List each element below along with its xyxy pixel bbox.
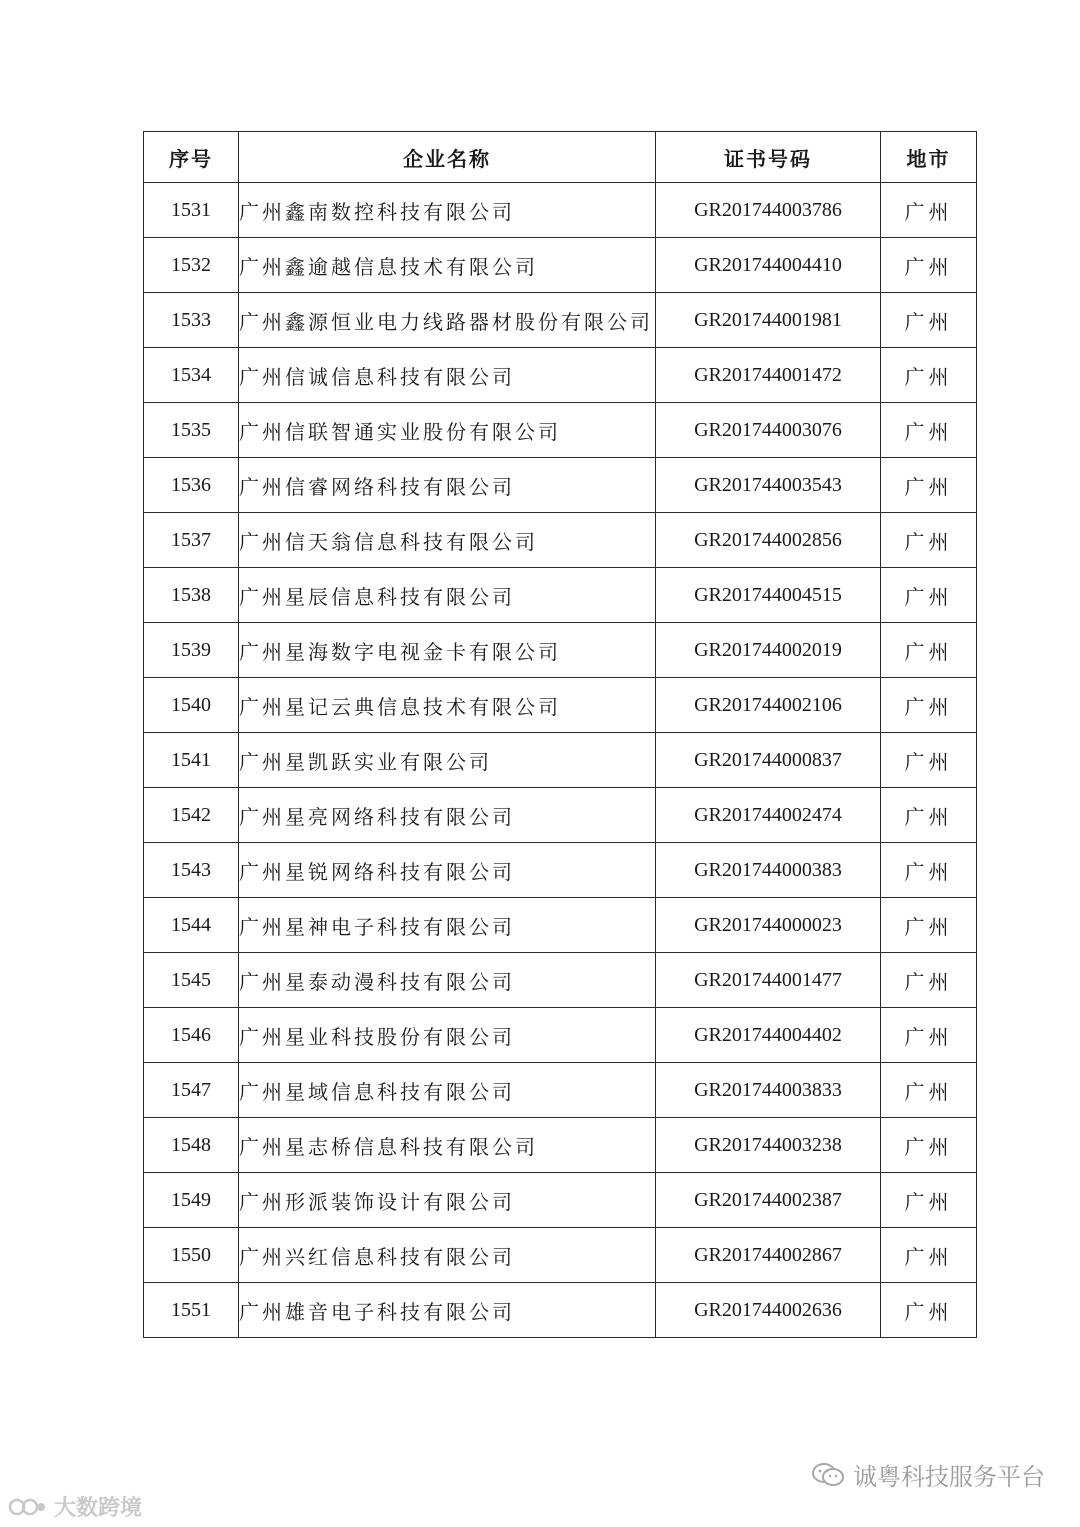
cell-seq: 1536 bbox=[144, 458, 239, 513]
cell-company-name: 广州星域信息科技有限公司 bbox=[239, 1063, 656, 1118]
cell-company-name: 广州鑫逾越信息技术有限公司 bbox=[239, 238, 656, 293]
cell-company-name: 广州鑫南数控科技有限公司 bbox=[239, 183, 656, 238]
cell-company-name: 广州星凯跃实业有限公司 bbox=[239, 733, 656, 788]
cell-certificate-number: GR201744002106 bbox=[656, 678, 881, 733]
cell-seq: 1546 bbox=[144, 1008, 239, 1063]
cell-certificate-number: GR201744002387 bbox=[656, 1173, 881, 1228]
cell-city: 广州 bbox=[881, 788, 977, 843]
cell-seq: 1531 bbox=[144, 183, 239, 238]
certificate-table bbox=[143, 131, 977, 1338]
cell-certificate-number: GR201744003076 bbox=[656, 403, 881, 458]
table-row bbox=[144, 293, 977, 348]
table-body bbox=[144, 183, 977, 1338]
cell-seq: 1545 bbox=[144, 953, 239, 1008]
cell-seq: 1551 bbox=[144, 1283, 239, 1338]
cell-seq: 1538 bbox=[144, 568, 239, 623]
cell-company-name: 广州形派装饰设计有限公司 bbox=[239, 1173, 656, 1228]
table-row bbox=[144, 898, 977, 953]
table-row bbox=[144, 183, 977, 238]
cell-company-name: 广州星辰信息科技有限公司 bbox=[239, 568, 656, 623]
cell-seq: 1549 bbox=[144, 1173, 239, 1228]
cell-certificate-number: GR201744004402 bbox=[656, 1008, 881, 1063]
table-row bbox=[144, 1228, 977, 1283]
cell-city: 广州 bbox=[881, 183, 977, 238]
cell-seq: 1544 bbox=[144, 898, 239, 953]
cell-certificate-number: GR201744002019 bbox=[656, 623, 881, 678]
cell-city: 广州 bbox=[881, 293, 977, 348]
table-row bbox=[144, 843, 977, 898]
cell-seq: 1550 bbox=[144, 1228, 239, 1283]
header-seq: 序号 bbox=[144, 132, 239, 183]
table-row bbox=[144, 1283, 977, 1338]
table-row bbox=[144, 403, 977, 458]
cell-certificate-number: GR201744001472 bbox=[656, 348, 881, 403]
cell-seq: 1543 bbox=[144, 843, 239, 898]
table-row bbox=[144, 458, 977, 513]
cell-certificate-number: GR201744001477 bbox=[656, 953, 881, 1008]
cell-company-name: 广州星锐网络科技有限公司 bbox=[239, 843, 656, 898]
table-row bbox=[144, 678, 977, 733]
cell-city: 广州 bbox=[881, 568, 977, 623]
cell-company-name: 广州信睿网络科技有限公司 bbox=[239, 458, 656, 513]
cell-seq: 1542 bbox=[144, 788, 239, 843]
cell-city: 广州 bbox=[881, 1283, 977, 1338]
cell-city: 广州 bbox=[881, 678, 977, 733]
cell-certificate-number: GR201744002474 bbox=[656, 788, 881, 843]
table-row bbox=[144, 733, 977, 788]
cell-seq: 1541 bbox=[144, 733, 239, 788]
cell-city: 广州 bbox=[881, 623, 977, 678]
cell-company-name: 广州兴红信息科技有限公司 bbox=[239, 1228, 656, 1283]
cell-certificate-number: GR201744000023 bbox=[656, 898, 881, 953]
cell-company-name: 广州星神电子科技有限公司 bbox=[239, 898, 656, 953]
cell-certificate-number: GR201744000837 bbox=[656, 733, 881, 788]
cell-company-name: 广州星亮网络科技有限公司 bbox=[239, 788, 656, 843]
table-row bbox=[144, 788, 977, 843]
cell-certificate-number: GR201744003833 bbox=[656, 1063, 881, 1118]
table-row bbox=[144, 623, 977, 678]
cell-certificate-number: GR201744003543 bbox=[656, 458, 881, 513]
cell-city: 广州 bbox=[881, 953, 977, 1008]
cell-seq: 1534 bbox=[144, 348, 239, 403]
table-row bbox=[144, 568, 977, 623]
cell-seq: 1540 bbox=[144, 678, 239, 733]
cell-certificate-number: GR201744002856 bbox=[656, 513, 881, 568]
cell-seq: 1533 bbox=[144, 293, 239, 348]
table-row bbox=[144, 1063, 977, 1118]
cell-seq: 1548 bbox=[144, 1118, 239, 1173]
cell-city: 广州 bbox=[881, 348, 977, 403]
cell-certificate-number: GR201744002636 bbox=[656, 1283, 881, 1338]
table-row bbox=[144, 348, 977, 403]
header-company-name: 企业名称 bbox=[239, 132, 656, 183]
cell-city: 广州 bbox=[881, 513, 977, 568]
cell-city: 广州 bbox=[881, 1173, 977, 1228]
cell-certificate-number: GR201744002867 bbox=[656, 1228, 881, 1283]
wechat-icon bbox=[811, 1462, 845, 1488]
cell-city: 广州 bbox=[881, 238, 977, 293]
cell-company-name: 广州星泰动漫科技有限公司 bbox=[239, 953, 656, 1008]
cell-company-name: 广州星海数字电视金卡有限公司 bbox=[239, 623, 656, 678]
cell-certificate-number: GR201744003238 bbox=[656, 1118, 881, 1173]
cell-seq: 1547 bbox=[144, 1063, 239, 1118]
cell-certificate-number: GR201744001981 bbox=[656, 293, 881, 348]
cell-certificate-number: GR201744000383 bbox=[656, 843, 881, 898]
cell-company-name: 广州星业科技股份有限公司 bbox=[239, 1008, 656, 1063]
cell-company-name: 广州信诚信息科技有限公司 bbox=[239, 348, 656, 403]
cell-certificate-number: GR201744004410 bbox=[656, 238, 881, 293]
cell-company-name: 广州星志桥信息科技有限公司 bbox=[239, 1118, 656, 1173]
watermark-brand bbox=[8, 1491, 142, 1522]
cell-seq: 1537 bbox=[144, 513, 239, 568]
cell-seq: 1532 bbox=[144, 238, 239, 293]
watermark-platform bbox=[811, 1457, 1045, 1492]
table-row bbox=[144, 1008, 977, 1063]
header-certificate-number: 证书号码 bbox=[656, 132, 881, 183]
cell-seq: 1539 bbox=[144, 623, 239, 678]
brand-logo-icon bbox=[8, 1495, 48, 1519]
watermark-brand-text: 大数跨境 bbox=[54, 1496, 143, 1521]
cell-company-name: 广州鑫源恒业电力线路器材股份有限公司 bbox=[239, 293, 656, 348]
header-city: 地市 bbox=[881, 132, 977, 183]
cell-certificate-number: GR201744004515 bbox=[656, 568, 881, 623]
cell-city: 广州 bbox=[881, 1063, 977, 1118]
cell-city: 广州 bbox=[881, 1228, 977, 1283]
cell-city: 广州 bbox=[881, 403, 977, 458]
cell-company-name: 广州雄音电子科技有限公司 bbox=[239, 1283, 656, 1338]
table-row bbox=[144, 238, 977, 293]
table-row bbox=[144, 1173, 977, 1228]
cell-city: 广州 bbox=[881, 733, 977, 788]
cell-city: 广州 bbox=[881, 1008, 977, 1063]
watermark-platform-text: 诚粤科技服务平台 bbox=[853, 1463, 1045, 1491]
cell-certificate-number: GR201744003786 bbox=[656, 183, 881, 238]
cell-city: 广州 bbox=[881, 898, 977, 953]
cell-company-name: 广州信天翁信息科技有限公司 bbox=[239, 513, 656, 568]
cell-city: 广州 bbox=[881, 458, 977, 513]
cell-company-name: 广州星记云典信息技术有限公司 bbox=[239, 678, 656, 733]
table-row bbox=[144, 513, 977, 568]
cell-city: 广州 bbox=[881, 1118, 977, 1173]
table-row bbox=[144, 953, 977, 1008]
table-header-row bbox=[144, 132, 977, 183]
cell-company-name: 广州信联智通实业股份有限公司 bbox=[239, 403, 656, 458]
cell-seq: 1535 bbox=[144, 403, 239, 458]
table-row bbox=[144, 1118, 977, 1173]
cell-city: 广州 bbox=[881, 843, 977, 898]
